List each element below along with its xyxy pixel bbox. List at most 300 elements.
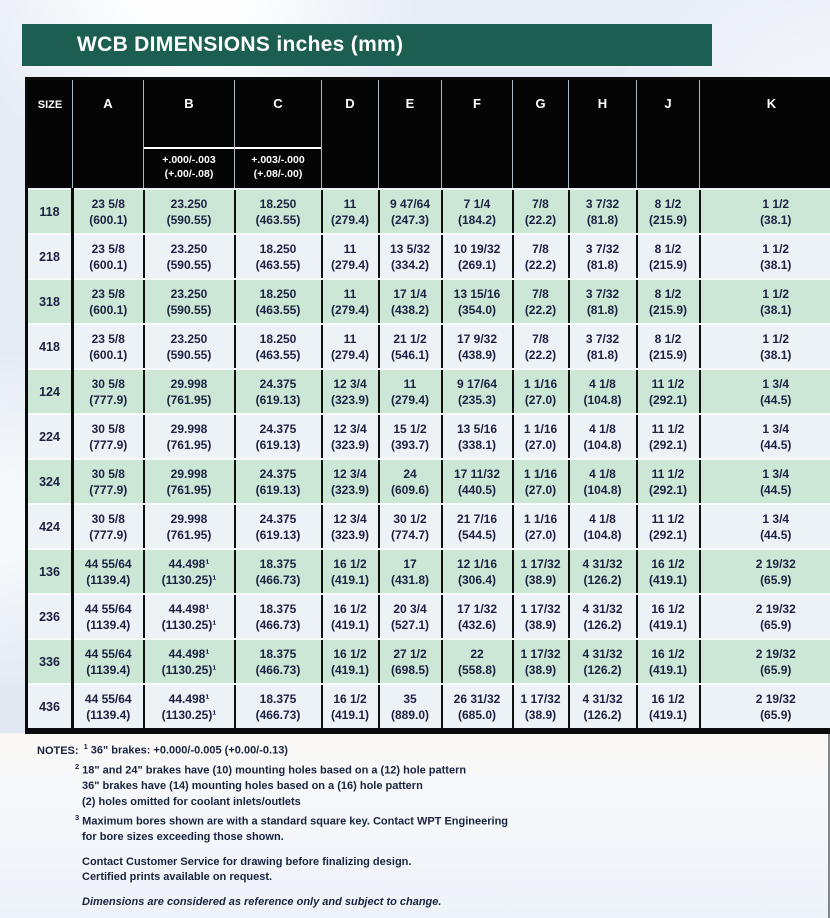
- value-inches: 17 1/32: [456, 601, 498, 616]
- value-mm: (292.1): [648, 437, 688, 452]
- value-mm: (126.2): [583, 572, 622, 587]
- dim-cell-F: [442, 189, 513, 234]
- column-label-E: [379, 80, 441, 188]
- value-mm: (38.1): [760, 257, 792, 272]
- value-mm: (334.2): [390, 257, 430, 272]
- column-label-B: [144, 80, 234, 188]
- value-inches: 1 3/4: [762, 376, 790, 391]
- dim-cell-inner: [741, 511, 811, 543]
- dimensions-table: [25, 77, 830, 734]
- value-mm: (38.9): [524, 662, 557, 677]
- table-row-218: [27, 234, 830, 279]
- value-inches: 22: [470, 646, 484, 661]
- value-inches: 12 1/16: [456, 556, 498, 571]
- value-inches: 12 3/4: [333, 466, 367, 481]
- dim-cell-E: [379, 414, 442, 459]
- dim-cell-J: [637, 414, 700, 459]
- dim-cell-K: [700, 369, 830, 414]
- dim-cell-G: [513, 189, 569, 234]
- value-mm: (432.6): [457, 617, 497, 632]
- dim-cell-J: [637, 684, 700, 731]
- value-mm: (38.1): [760, 347, 792, 362]
- dim-cell-E: [379, 234, 442, 279]
- dim-cell-B: [144, 234, 235, 279]
- value-mm: (323.9): [330, 527, 370, 542]
- table-row-136: [27, 549, 830, 594]
- value-mm: (354.0): [457, 302, 497, 317]
- dim-cell-A: [73, 279, 144, 324]
- value-mm: (463.55): [255, 212, 301, 227]
- dim-cell-F: [442, 324, 513, 369]
- table-row-318: [27, 279, 830, 324]
- column-label-SIZE: [28, 80, 72, 188]
- note-text: 18" and 24" brakes have (10) mounting holes based on a (12) hole pattern: [82, 764, 467, 777]
- note-gap: [37, 846, 508, 855]
- size-cell: 424: [27, 504, 73, 549]
- value-inches: 7/8: [532, 241, 549, 256]
- value-mm: (323.9): [330, 482, 370, 497]
- column-header-F: [442, 79, 513, 190]
- dim-cell-K: [700, 549, 830, 594]
- dim-cell-J: [637, 369, 700, 414]
- value-mm: (619.13): [255, 482, 301, 497]
- dim-cell-A: [73, 369, 144, 414]
- value-inches: 1 3/4: [762, 511, 790, 526]
- table-row-424: [27, 504, 830, 549]
- value-inches: 1 1/2: [762, 331, 790, 346]
- value-mm: (590.55): [166, 257, 212, 272]
- dim-cell-C: [235, 369, 322, 414]
- dim-cell-inner: [741, 376, 811, 408]
- value-inches: 1 3/4: [762, 466, 790, 481]
- size-cell: 218: [27, 234, 73, 279]
- value-inches: 24: [403, 466, 417, 481]
- value-mm: (600.1): [89, 257, 128, 272]
- value-inches: 16 1/2: [651, 646, 685, 661]
- column-header-K: [700, 79, 830, 190]
- dim-cell-G: [513, 684, 569, 731]
- value-inches: 4 1/8: [589, 511, 616, 526]
- value-mm: (619.13): [255, 392, 301, 407]
- value-inches: 16 1/2: [333, 691, 367, 706]
- value-mm: (292.1): [648, 527, 688, 542]
- value-inches: 3 7/32: [585, 196, 620, 211]
- size-cell: 318: [27, 279, 73, 324]
- value-inches: 4 1/8: [589, 466, 616, 481]
- dim-cell-D: [322, 189, 379, 234]
- value-inches: 13 15/16: [453, 286, 501, 301]
- dim-cell-J: [637, 594, 700, 639]
- note-line: [37, 895, 508, 911]
- value-mm: (44.5): [760, 392, 792, 407]
- value-inches: 16 1/2: [651, 556, 685, 571]
- dim-cell-G: [513, 279, 569, 324]
- value-inches: 12 3/4: [333, 511, 367, 526]
- value-inches: 1 1/2: [762, 241, 790, 256]
- dim-cell-H: [569, 459, 637, 504]
- value-inches: 12 3/4: [333, 376, 367, 391]
- value-inches: 4 1/8: [589, 376, 616, 391]
- note-line: [37, 855, 508, 871]
- dim-cell-J: [637, 189, 700, 234]
- value-mm: (65.9): [760, 707, 792, 722]
- value-inches: 44 55/64: [84, 646, 132, 661]
- value-mm: (279.4): [330, 347, 370, 362]
- value-inches: 11 1/2: [651, 511, 685, 526]
- value-mm: (463.55): [255, 302, 301, 317]
- column-header-D: [322, 79, 379, 190]
- value-mm: (38.1): [760, 212, 792, 227]
- value-mm: (44.5): [760, 437, 792, 452]
- value-inches: 1 1/16: [523, 376, 558, 391]
- note-text: Contact Customer Service for drawing before finalizing design.: [82, 855, 412, 868]
- value-inches: 3 7/32: [585, 286, 620, 301]
- value-mm: (1130.25)¹: [161, 662, 217, 677]
- value-mm: (777.9): [89, 392, 128, 407]
- value-inches: 9 47/64: [389, 196, 431, 211]
- dim-cell-C: [235, 684, 322, 731]
- note-text: Certified prints available on request.: [82, 871, 273, 884]
- value-mm: (1139.4): [86, 572, 131, 587]
- value-inches: 3 7/32: [585, 241, 620, 256]
- column-letter: E: [405, 96, 415, 111]
- value-mm: (126.2): [583, 617, 622, 632]
- dim-cell-C: [235, 549, 322, 594]
- dim-cell-E: [379, 459, 442, 504]
- column-header-SIZE: [27, 79, 73, 190]
- value-mm: (44.5): [760, 527, 792, 542]
- value-mm: (104.8): [583, 527, 622, 542]
- value-inches: 10 19/32: [453, 241, 501, 256]
- value-mm: (1130.25)¹: [161, 707, 217, 722]
- dim-cell-B: [144, 459, 235, 504]
- value-inches: 18.250: [259, 241, 297, 256]
- dim-cell-J: [637, 549, 700, 594]
- dim-cell-inner: [741, 646, 811, 678]
- value-mm: (761.95): [166, 437, 212, 452]
- value-mm: (600.1): [89, 347, 128, 362]
- value-mm: (619.13): [255, 527, 301, 542]
- value-inches: 1 17/32: [520, 691, 561, 706]
- value-mm: (777.9): [89, 527, 128, 542]
- dim-cell-H: [569, 234, 637, 279]
- value-mm: (1139.4): [86, 617, 131, 632]
- value-inches: 16 1/2: [333, 556, 367, 571]
- value-mm: (438.9): [457, 347, 497, 362]
- dim-cell-J: [637, 324, 700, 369]
- notes-section: [37, 739, 508, 910]
- dim-cell-D: [322, 459, 379, 504]
- value-mm: (438.2): [390, 302, 430, 317]
- value-mm: (27.0): [524, 527, 557, 542]
- tolerance-line: (+.08/-.00): [253, 167, 303, 180]
- dim-cell-F: [442, 594, 513, 639]
- size-cell: 436: [27, 684, 73, 731]
- value-mm: (27.0): [524, 437, 557, 452]
- value-inches: 7 1/4: [463, 196, 491, 211]
- value-inches: 21 1/2: [393, 331, 427, 346]
- dim-cell-G: [513, 549, 569, 594]
- value-inches: 23 5/8: [91, 331, 125, 346]
- dim-cell-K: [700, 279, 830, 324]
- column-letter: H: [597, 96, 608, 111]
- value-mm: (466.73): [255, 572, 301, 587]
- dim-cell-C: [235, 234, 322, 279]
- dim-cell-C: [235, 594, 322, 639]
- value-inches: 23 5/8: [91, 241, 125, 256]
- value-inches: 2 19/32: [755, 691, 796, 706]
- value-mm: (22.2): [524, 212, 557, 227]
- value-inches: 30 5/8: [91, 466, 125, 481]
- value-mm: (215.9): [648, 347, 688, 362]
- table-row-324: [27, 459, 830, 504]
- value-inches: 1 1/16: [523, 511, 558, 526]
- value-inches: 3 7/32: [585, 331, 620, 346]
- dim-cell-G: [513, 234, 569, 279]
- value-inches: 1 1/2: [762, 286, 790, 301]
- dim-cell-K: [700, 504, 830, 549]
- dim-cell-H: [569, 684, 637, 731]
- value-mm: (215.9): [648, 302, 688, 317]
- value-inches: 21 7/16: [456, 511, 498, 526]
- column-header-H: [569, 79, 637, 190]
- value-mm: (685.0): [457, 707, 497, 722]
- size-cell: 418: [27, 324, 73, 369]
- value-mm: (558.8): [457, 662, 497, 677]
- dim-cell-E: [379, 189, 442, 234]
- value-mm: (247.3): [390, 212, 430, 227]
- value-mm: (279.4): [330, 302, 370, 317]
- value-mm: (619.13): [255, 437, 301, 452]
- value-inches: 24.375: [259, 466, 297, 481]
- note-line: [37, 739, 508, 759]
- value-mm: (1139.4): [86, 662, 131, 677]
- value-mm: (590.55): [166, 302, 212, 317]
- value-mm: (419.1): [648, 662, 688, 677]
- dim-cell-G: [513, 459, 569, 504]
- note-superscript: 1: [83, 742, 88, 751]
- dim-cell-inner: [741, 331, 811, 363]
- value-inches: 8 1/2: [654, 241, 682, 256]
- size-cell: 118: [27, 189, 73, 234]
- value-inches: 7/8: [532, 286, 549, 301]
- value-mm: (104.8): [583, 392, 622, 407]
- value-inches: 17 1/4: [393, 286, 427, 301]
- note-text: (2) holes omitted for coolant inlets/outlets: [82, 795, 301, 808]
- value-inches: 20 3/4: [393, 601, 427, 616]
- note-line: [37, 870, 508, 886]
- note-text: Dimensions are considered as reference only and subject to change.: [82, 895, 442, 908]
- value-inches: 16 1/2: [333, 601, 367, 616]
- dim-cell-D: [322, 504, 379, 549]
- value-mm: (235.3): [457, 392, 497, 407]
- dim-cell-K: [700, 234, 830, 279]
- dim-cell-A: [73, 504, 144, 549]
- dim-cell-K: [700, 459, 830, 504]
- column-letter: A: [103, 96, 113, 111]
- value-inches: 18.250: [259, 196, 297, 211]
- value-mm: (38.9): [524, 707, 557, 722]
- value-inches: 23.250: [170, 241, 208, 256]
- value-inches: 8 1/2: [654, 196, 682, 211]
- note-text: 36" brakes have (14) mounting holes based on a (16) hole pattern: [82, 780, 423, 793]
- dimensions-table-header: [27, 79, 830, 190]
- value-inches: 16 1/2: [333, 646, 367, 661]
- dim-cell-H: [569, 279, 637, 324]
- column-label-H: [569, 80, 636, 188]
- dim-cell-G: [513, 639, 569, 684]
- column-label-A: [73, 80, 143, 188]
- value-mm: (419.1): [330, 707, 370, 722]
- value-mm: (81.8): [586, 257, 619, 272]
- dim-cell-E: [379, 324, 442, 369]
- note-text: 36" brakes: +0.000/-0.005 (+0.00/-0.13): [90, 744, 288, 757]
- note-line: [37, 795, 508, 811]
- dim-cell-K: [700, 324, 830, 369]
- column-letter: K: [766, 96, 777, 111]
- value-inches: 1 17/32: [520, 646, 561, 661]
- size-cell: 324: [27, 459, 73, 504]
- dim-cell-D: [322, 594, 379, 639]
- dimensions-table-body: [27, 189, 830, 731]
- dim-cell-B: [144, 594, 235, 639]
- value-inches: 44.498¹: [168, 556, 210, 571]
- dim-cell-E: [379, 279, 442, 324]
- value-inches: 13 5/32: [389, 241, 431, 256]
- dim-cell-F: [442, 549, 513, 594]
- column-label-G: [513, 80, 568, 188]
- value-inches: 11: [403, 376, 417, 391]
- value-mm: (306.4): [457, 572, 497, 587]
- value-mm: (279.4): [330, 212, 370, 227]
- value-mm: (22.2): [524, 347, 557, 362]
- value-mm: (546.1): [390, 347, 430, 362]
- value-inches: 11: [343, 286, 357, 301]
- dim-cell-G: [513, 324, 569, 369]
- value-inches: 18.250: [259, 331, 297, 346]
- size-cell: 336: [27, 639, 73, 684]
- dim-cell-F: [442, 414, 513, 459]
- value-inches: 12 3/4: [333, 421, 367, 436]
- value-inches: 7/8: [532, 331, 549, 346]
- value-mm: (889.0): [390, 707, 430, 722]
- value-inches: 18.375: [259, 691, 297, 706]
- dim-cell-A: [73, 594, 144, 639]
- dim-cell-D: [322, 684, 379, 731]
- value-inches: 17: [403, 556, 417, 571]
- value-mm: (38.9): [524, 572, 557, 587]
- dim-cell-E: [379, 369, 442, 414]
- column-label-J: [637, 80, 699, 188]
- tolerance-line: +.003/-.000: [251, 154, 305, 166]
- value-mm: (590.55): [166, 347, 212, 362]
- dim-cell-C: [235, 324, 322, 369]
- value-inches: 17 9/32: [456, 331, 498, 346]
- dim-cell-H: [569, 189, 637, 234]
- value-mm: (279.4): [390, 392, 430, 407]
- value-mm: (81.8): [586, 347, 619, 362]
- value-mm: (466.73): [255, 662, 301, 677]
- dim-cell-F: [442, 459, 513, 504]
- dim-cell-C: [235, 414, 322, 459]
- value-inches: 2 19/32: [755, 646, 796, 661]
- dim-cell-J: [637, 279, 700, 324]
- value-mm: (419.1): [648, 572, 688, 587]
- value-inches: 23 5/8: [91, 196, 125, 211]
- dim-cell-D: [322, 414, 379, 459]
- page-title: WCB DIMENSIONS inches (mm): [77, 33, 404, 56]
- dim-cell-C: [235, 504, 322, 549]
- column-header-C: [235, 79, 322, 190]
- dim-cell-J: [637, 459, 700, 504]
- value-mm: (527.1): [390, 617, 430, 632]
- dim-cell-C: [235, 189, 322, 234]
- value-mm: (215.9): [648, 257, 688, 272]
- dim-cell-K: [700, 189, 830, 234]
- value-mm: (126.2): [583, 707, 622, 722]
- dim-cell-G: [513, 504, 569, 549]
- size-cell: 236: [27, 594, 73, 639]
- table-row-118: [27, 189, 830, 234]
- value-inches: 1 17/32: [520, 556, 561, 571]
- column-header-G: [513, 79, 569, 190]
- column-header-E: [379, 79, 442, 190]
- note-text: Maximum bores shown are with a standard square key. Contact WPT Engineering: [82, 815, 509, 828]
- dim-cell-H: [569, 504, 637, 549]
- column-label-F: [442, 80, 512, 188]
- column-letter: C: [273, 96, 283, 111]
- value-inches: 8 1/2: [654, 331, 682, 346]
- dim-cell-G: [513, 414, 569, 459]
- table-row-418: [27, 324, 830, 369]
- dim-cell-B: [144, 639, 235, 684]
- value-inches: 11: [343, 241, 357, 256]
- dim-cell-A: [73, 189, 144, 234]
- dim-cell-B: [144, 504, 235, 549]
- value-mm: (419.1): [330, 617, 370, 632]
- column-header-A: [73, 79, 144, 190]
- value-inches: 4 31/32: [582, 691, 623, 706]
- value-mm: (65.9): [760, 572, 792, 587]
- dim-cell-C: [235, 639, 322, 684]
- value-mm: (419.1): [648, 617, 688, 632]
- value-mm: (393.7): [390, 437, 430, 452]
- dim-cell-B: [144, 369, 235, 414]
- value-inches: 17 11/32: [453, 466, 501, 481]
- tolerance-line: +.000/-.003: [162, 154, 216, 166]
- note-line: [37, 759, 508, 779]
- dim-cell-inner: [741, 286, 811, 318]
- dim-cell-E: [379, 639, 442, 684]
- dim-cell-A: [73, 234, 144, 279]
- value-inches: 29.998: [170, 511, 208, 526]
- value-mm: (27.0): [524, 482, 557, 497]
- column-label-D: [322, 80, 378, 188]
- value-mm: (1139.4): [86, 707, 131, 722]
- dim-cell-D: [322, 549, 379, 594]
- dim-cell-J: [637, 504, 700, 549]
- value-inches: 29.998: [170, 421, 208, 436]
- value-inches: 44 55/64: [84, 691, 132, 706]
- dim-cell-B: [144, 414, 235, 459]
- value-mm: (338.1): [457, 437, 497, 452]
- dim-cell-F: [442, 639, 513, 684]
- size-cell: 124: [27, 369, 73, 414]
- value-inches: 8 1/2: [654, 286, 682, 301]
- value-inches: 24.375: [259, 376, 297, 391]
- dim-cell-A: [73, 639, 144, 684]
- value-mm: (600.1): [89, 302, 128, 317]
